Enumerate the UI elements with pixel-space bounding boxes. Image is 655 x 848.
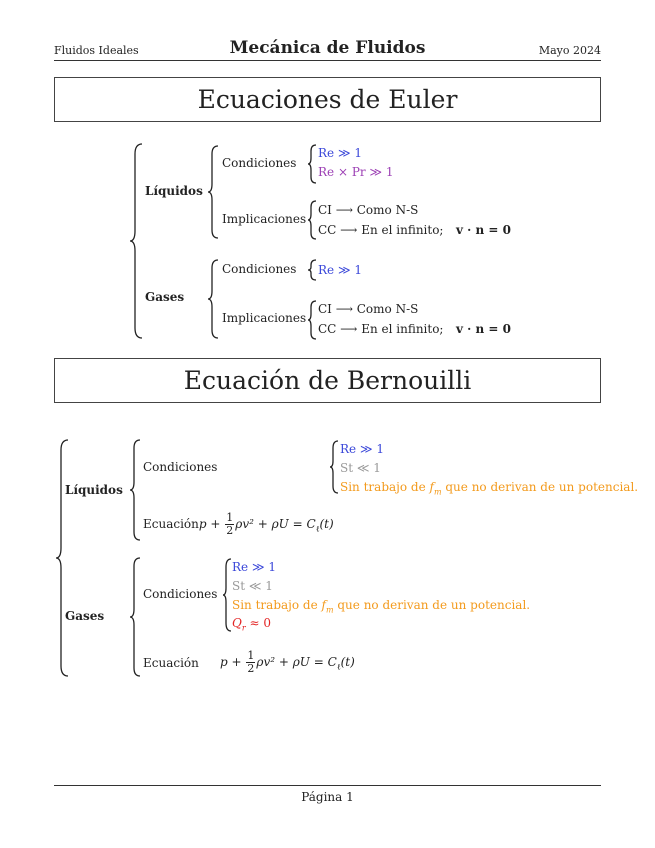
bern-liq-eq-sub: ℓ xyxy=(315,524,320,534)
bern-gas-eq-frac xyxy=(246,650,255,675)
bern-outer-brace xyxy=(56,438,70,678)
bern-gas-eq-den: 2 xyxy=(247,662,255,675)
bernoulli-title-box xyxy=(54,358,601,403)
euler-liquidos-label: Líquidos xyxy=(145,184,203,198)
euler-outer-brace xyxy=(130,142,144,340)
euler-title: Ecuaciones de Euler xyxy=(197,85,458,114)
euler-gas-imp-brace xyxy=(308,300,318,340)
bern-gas-cond-fm-sym: f xyxy=(321,598,326,612)
euler-gas-implicaciones-label: Implicaciones xyxy=(222,311,307,325)
bern-gas-condiciones-label: Condiciones xyxy=(143,587,218,601)
header-title: Mecánica de Fluidos xyxy=(229,38,426,58)
bern-liq-cond-fm xyxy=(340,480,638,496)
header-left: Fluidos Ideales xyxy=(54,44,139,57)
euler-liq-cond-re: Re ≫ 1 xyxy=(318,146,362,160)
bern-liq-cond-fm-post: que no derivan de un potencial. xyxy=(441,480,639,494)
bern-gas-ecuacion xyxy=(220,650,355,675)
bern-liquidos-label: Líquidos xyxy=(65,483,123,497)
euler-liq-condiciones-label: Condiciones xyxy=(222,156,297,170)
bern-gas-cond-qr-sub: r xyxy=(241,623,246,633)
euler-title-box xyxy=(54,77,601,122)
euler-gas-cond-re: Re ≫ 1 xyxy=(318,263,362,277)
bern-liq-eq-den: 2 xyxy=(226,524,234,537)
euler-gas-imp-math: v · n = 0 xyxy=(456,322,511,336)
euler-gases-label: Gases xyxy=(145,290,185,304)
bernoulli-title: Ecuación de Bernouilli xyxy=(183,366,472,395)
bern-gas-brace xyxy=(130,556,142,678)
bern-liq-condiciones-label: Condiciones xyxy=(143,460,218,474)
euler-gas-cond-brace xyxy=(308,259,318,281)
bern-liq-brace xyxy=(130,438,142,542)
euler-liq-imp-ci: CI ⟶ Como N-S xyxy=(318,203,419,217)
bern-gas-cond-re: Re ≫ 1 xyxy=(232,560,276,574)
bern-gas-eq-sub: ℓ xyxy=(336,662,341,672)
bern-liq-ecuacion-label: Ecuación xyxy=(143,517,199,531)
bern-gas-eq-rest: ρv² + ρU = C xyxy=(256,655,337,669)
bern-gas-cond-qr-post: ≈ 0 xyxy=(245,616,271,630)
euler-liq-imp-math: v · n = 0 xyxy=(456,223,511,237)
bern-liq-cond-fm-pre: Sin trabajo de xyxy=(340,480,430,494)
bern-liq-cond-fm-sub: m xyxy=(433,487,442,497)
euler-gas-brace xyxy=(208,258,220,340)
bern-liq-eq-rest: ρv² + ρU = C xyxy=(235,517,316,531)
bern-gas-cond-fm-post: que no derivan de un potencial. xyxy=(333,598,531,612)
bern-liq-cond-re: Re ≫ 1 xyxy=(340,442,384,456)
bern-liq-cond-fm-sym: f xyxy=(429,480,434,494)
bern-liq-cond-brace xyxy=(330,440,340,494)
euler-gas-imp-cc: CC ⟶ En el infinito; xyxy=(318,322,444,336)
euler-gas-imp-ci: CI ⟶ Como N-S xyxy=(318,302,419,316)
euler-liq-imp-brace xyxy=(308,200,318,240)
footer-rule xyxy=(54,785,601,786)
euler-liq-brace xyxy=(208,144,220,240)
bern-liq-eq-frac xyxy=(225,512,234,537)
bern-gases-label: Gases xyxy=(65,609,105,623)
bern-liq-cond-st: St ≪ 1 xyxy=(340,461,381,475)
euler-liq-implicaciones-label: Implicaciones xyxy=(222,212,307,226)
bern-gas-cond-fm xyxy=(232,598,530,614)
header-right: Mayo 2024 xyxy=(538,44,601,57)
footer-page: Página 1 xyxy=(301,790,354,804)
bern-liq-ecuacion xyxy=(143,512,334,537)
bern-gas-cond-qr xyxy=(232,616,271,632)
euler-liq-cond-brace xyxy=(308,144,318,184)
bern-gas-cond-qr-sym: Q xyxy=(232,616,242,630)
bern-gas-cond-fm-sub: m xyxy=(325,605,334,615)
euler-liq-imp-cc: CC ⟶ En el infinito; xyxy=(318,223,444,237)
bern-gas-cond-st: St ≪ 1 xyxy=(232,579,273,593)
bern-liq-eq-end: (t) xyxy=(319,517,334,531)
bern-liq-eq-num: 1 xyxy=(226,511,234,524)
bern-liq-eq-p: p + xyxy=(198,517,221,531)
header-rule xyxy=(54,60,601,61)
bern-gas-eq-num: 1 xyxy=(247,649,255,662)
bern-gas-eq-p: p + xyxy=(220,655,242,669)
bern-gas-eq-end: (t) xyxy=(340,655,355,669)
euler-liq-cond-repr: Re × Pr ≫ 1 xyxy=(318,165,394,179)
bern-gas-cond-fm-pre: Sin trabajo de xyxy=(232,598,322,612)
bern-gas-ecuacion-label: Ecuación xyxy=(143,656,199,670)
euler-gas-condiciones-label: Condiciones xyxy=(222,262,297,276)
